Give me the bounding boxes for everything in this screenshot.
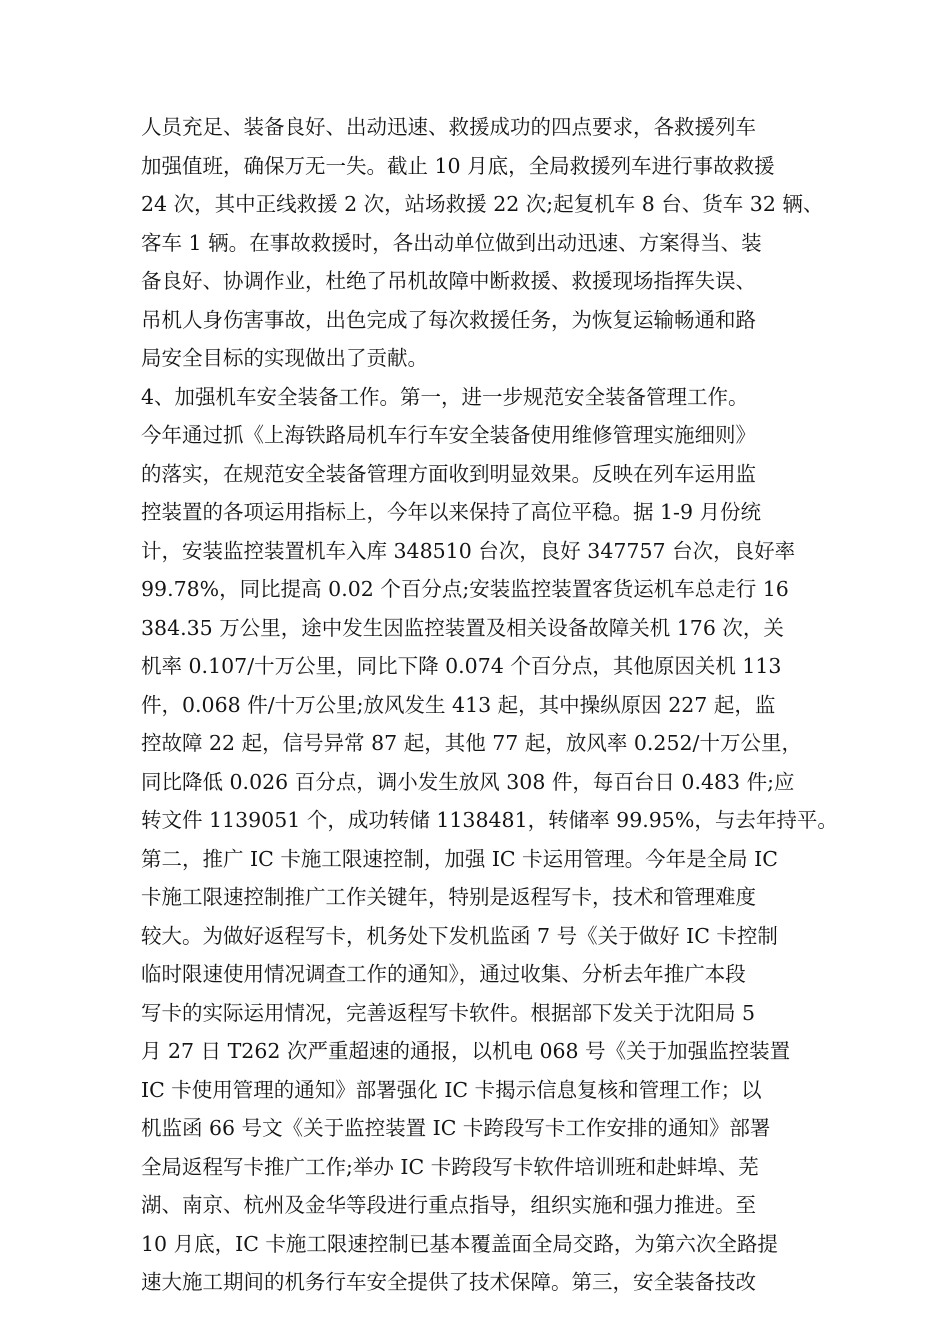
- text-line: 24 次，其中正线救援 2 次，站场救援 22 次;起复机车 8 台、货车 32 辆、: [141, 192, 824, 216]
- text-line: 384.35 万公里，途中发生因监控装置及相关设备故障关机 176 次，关: [141, 615, 784, 640]
- text-line: 较大。为做好返程写卡，机务处下发机监函 7 号《关于做好 IC 卡控制: [141, 923, 778, 948]
- text-line: 客车 1 辆。在事故救援时，各出动单位做到出动迅速、方案得当、装: [141, 230, 762, 255]
- text-line: 控装置的各项运用指标上，今年以来保持了高位平稳。据 1-9 月份统: [141, 500, 762, 524]
- text-line: 第二，推广 IC 卡施工限速控制，加强 IC 卡运用管理。今年是全局 IC: [141, 846, 778, 871]
- text-line: 卡施工限速控制推广工作关键年，特别是返程写卡，技术和管理难度: [141, 885, 756, 909]
- text-line: 人员充足、装备良好、出动迅速、救援成功的四点要求，各救援列车: [141, 115, 756, 139]
- text-line: IC 卡使用管理的通知》部署强化 IC 卡揭示信息复核和管理工作；以: [141, 1077, 762, 1102]
- text-line: 吊机人身伤害事故，出色完成了每次救援任务，为恢复运输畅通和路: [141, 307, 756, 332]
- text-line: 控故障 22 起，信号异常 87 起，其他 77 起，放风率 0.252/十万公里，: [141, 731, 802, 755]
- text-line: 同比降低 0.026 百分点，调小发生放风 308 件，每百台日 0.483 件;应: [141, 769, 795, 794]
- text-line: 件，0.068 件/十万公里;放风发生 413 起，其中操纵原因 227 起，监: [141, 692, 776, 717]
- text-line: 写卡的实际运用情况，完善返程写卡软件。根据部下发关于沈阳局 5: [141, 1000, 756, 1025]
- text-line: 的落实，在规范安全装备管理方面收到明显效果。反映在列车运用监: [141, 461, 756, 486]
- text-line: 转文件 1139051 个，成功转储 1138481，转储率 99.95%，与去年持平。: [141, 808, 838, 832]
- text-line: 加强值班，确保万无一失。截止 10 月底，全局救援列车进行事故救援: [141, 153, 775, 178]
- text-line: 计，安装监控装置机车入库 348510 台次，良好 347757 台次，良好率: [141, 538, 796, 563]
- text-line: 湖、南京、杭州及金华等段进行重点指导，组织实施和强力推进。至: [141, 1193, 756, 1217]
- text-line: 全局返程写卡推广工作;举办 IC 卡跨段写卡软件培训班和赴蚌埠、芜: [141, 1154, 759, 1179]
- text-line: 备良好、协调作业，杜绝了吊机故障中断救援、救援现场指挥失误、: [141, 269, 756, 293]
- text-line: 99.78%，同比提高 0.02 个百分点;安装监控装置客货运机车总走行 16: [141, 577, 789, 601]
- text-line: 速大施工期间的机务行车安全提供了技术保障。第三，安全装备技改: [141, 1270, 756, 1294]
- text-line: 今年通过抓《上海铁路局机车行车安全装备使用维修管理实施细则》: [141, 423, 756, 447]
- text-line: 局安全目标的实现做出了贡献。: [141, 346, 428, 370]
- text-line: 4、加强机车安全装备工作。第一，进一步规范安全装备管理工作。: [141, 384, 749, 409]
- text-line: 月 27 日 T262 次严重超速的通报，以机电 068 号《关于加强监控装置: [141, 1039, 791, 1063]
- text-line: 临时限速使用情况调查工作的通知》，通过收集、分析去年推广本段: [141, 962, 746, 986]
- text-line: 机监函 66 号文《关于监控装置 IC 卡跨段写卡工作安排的通知》部署: [141, 1116, 771, 1140]
- text-line: 10 月底，IC 卡施工限速控制已基本覆盖面全局交路，为第六次全路提: [141, 1231, 778, 1256]
- body-text: [141, 108, 838, 1302]
- text-line: 机率 0.107/十万公里，同比下降 0.074 个百分点，其他原因关机 113: [141, 654, 782, 678]
